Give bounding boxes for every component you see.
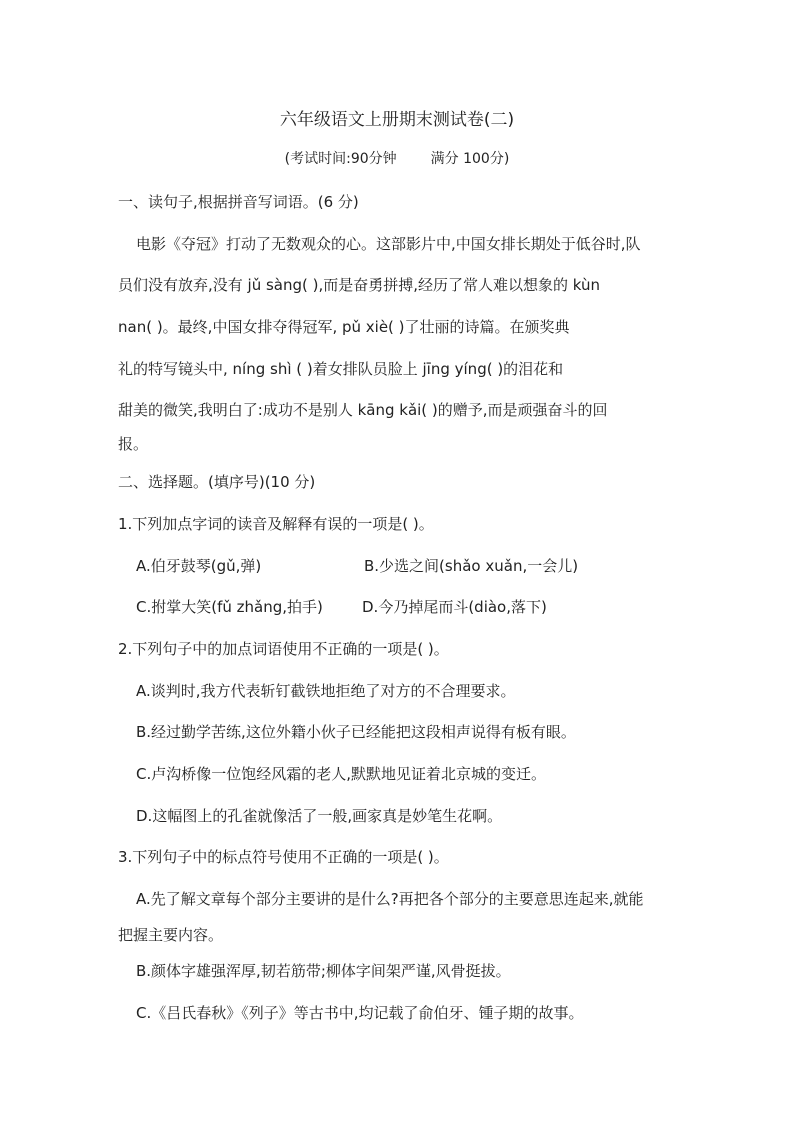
q3-option-b: B.颜体字雄强浑厚,韧若筋带;柳体字间架严谨,风骨挺拔。 [136, 962, 511, 980]
section1-line: nan( )。最终,中国女排夺得冠军, pǔ xiè( )了壮丽的诗篇。在颁奖典 [118, 318, 570, 336]
q2-option-b: B.经过勤学苦练,这位外籍小伙子已经能把这段相声说得有板有眼。 [136, 723, 576, 741]
q3-option-a-cont: 把握主要内容。 [118, 926, 224, 944]
q1-option-c: C.拊掌大笑(fǔ zhǎng,拍手) [136, 598, 323, 616]
exam-score: 满分 100分) [430, 151, 510, 167]
section1-line: 员们没有放弃,没有 jǔ sàng( ),而是奋勇拼搏,经历了常人难以想象的 kùn [118, 276, 601, 294]
q2-option-c: C.卢沟桥像一位饱经风霜的老人,默默地见证着北京城的变迁。 [136, 765, 547, 783]
section1-line: 甜美的微笑,我明白了:成功不是别人 kāng kǎi( )的赠予,而是顽强奋斗的回 [118, 401, 608, 419]
q1-option-b: B.少选之间(shǎo xuǎn,一会儿) [364, 557, 579, 575]
q1-option-a: A.伯牙鼓琴(gǔ,弹) [136, 557, 262, 575]
exam-subtitle [0, 149, 794, 169]
question-stem: 2.下列句子中的加点词语使用不正确的一项是( )。 [118, 640, 449, 658]
q1-option-d: D.今乃掉尾而斗(diào,落下) [362, 598, 547, 616]
question-stem: 3.下列句子中的标点符号使用不正确的一项是( )。 [118, 848, 449, 866]
exam-time: (考试时间:90分钟 [284, 151, 397, 167]
section1-line: 礼的特写镜头中, níng shì ( )着女排队员脸上 jīng yíng( )的泪花和 [118, 360, 564, 378]
question-stem: 1.下列加点字词的读音及解释有误的一项是( )。 [118, 515, 434, 533]
section1-line: 电影《夺冠》打动了无数观众的心。这部影片中,中国女排长期处于低谷时,队 [136, 235, 641, 253]
q3-option-c: C.《吕氏春秋》《列子》等古书中,均记载了俞伯牙、锺子期的故事。 [136, 1004, 584, 1022]
exam-title: 六年级语文上册期末测试卷(二) [279, 110, 515, 130]
q3-option-a: A.先了解文章每个部分主要讲的是什么?再把各个部分的主要意思连起来,就能 [136, 890, 644, 908]
section2-heading: 二、选择题。(填序号)(10 分) [118, 473, 316, 491]
section1-line: 报。 [118, 435, 149, 453]
q2-option-d: D.这幅图上的孔雀就像活了一般,画家真是妙笔生花啊。 [136, 807, 503, 825]
section1-heading: 一、读句子,根据拼音写词语。(6 分) [118, 193, 359, 211]
q2-option-a: A.谈判时,我方代表斩钉截铁地拒绝了对方的不合理要求。 [136, 682, 516, 700]
